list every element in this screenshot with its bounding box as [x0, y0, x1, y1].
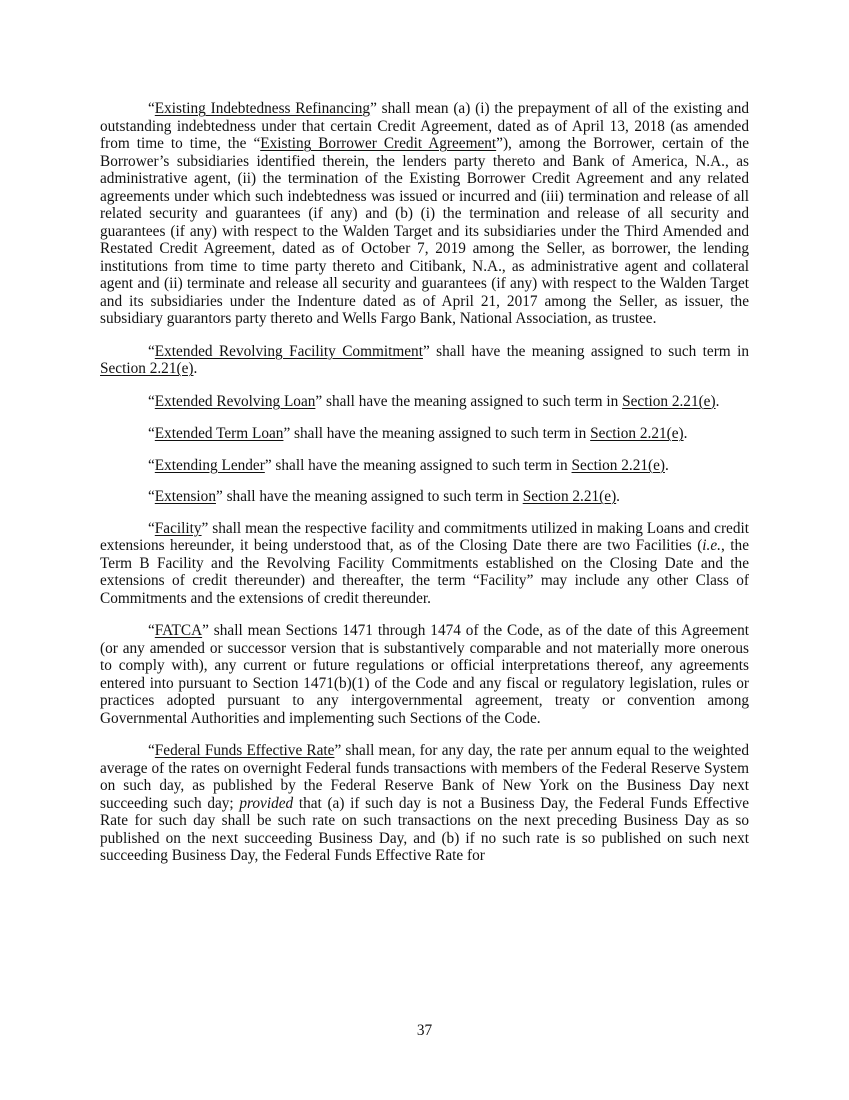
- definition-end: .: [683, 425, 688, 442]
- section-reference: Section 2.21(e): [522, 488, 617, 505]
- italic-text: provided: [239, 794, 294, 812]
- defined-term: Extended Revolving Loan: [154, 392, 316, 410]
- defined-term: Extending Lender: [154, 456, 265, 474]
- definition-existing-indebtedness-refinancing: “Existing Indebtedness Refinancing” shall mean (a) (i) the prepayment of all of the existing and outstanding indebtedness under that certain Credit Agreement, dated as of April 13, 2018 (as amended from time to time, the “Existing Borrower Credit Agreement”), among the Borrower, certain of the Borrower’s subsidiaries identified therein, the lenders party thereto and Bank of America, N.A., as administrative agent, (ii) the termination of the Existing Borrower Credit Agreement and any related agreements under which such indebtedness was issued or incurred and (iii) termination and release of all related security and guarantees (if any) and (b) (i) the termination and release of all security and guarantees (if any) with respect to the Walden Target and its subsidiaries under the Third Amended and Restated Credit Agreement, dated as of October 7, 2019 among the Seller, as borrower, the lending institutions from time to time party thereto and Citibank, N.A., as administrative agent and collateral agent and (ii) terminate and release all security and guarantees (if any) with respect to the Walden Target and its subsidiaries under the Indenture dated as of April 21, 2017 among the Seller, as issuer, the subsidiary guarantors party thereto and Wells Fargo Bank, National Association, as trustee.: [100, 100, 749, 327]
- definition-text: ” shall mean the respective facility and commitments utilized in making Loans and credit extensions hereunder, it being understood that, as of the Closing Date there are two Facilities (: [100, 519, 749, 554]
- defined-term: Facility: [154, 519, 202, 537]
- definition-extended-term-loan: “Extended Term Loan” shall have the meaning assigned to such term in Section 2.21(e).: [148, 425, 688, 442]
- definition-extending-lender: “Extending Lender” shall have the meaning assigned to such term in Section 2.21(e).: [148, 456, 669, 474]
- definition-extended-revolving-facility-commitment: “Extended Revolving Facility Commitment” shall have the meaning assigned to such term in Section 2.21(e).: [100, 342, 749, 377]
- definition-text: ” shall mean (a) (i) the prepayment of all of the existing and outstanding indebtedness under that certain Credit Agreement, dated as of April 13, 2018 (as amended from time to time, the “: [100, 100, 749, 152]
- section-reference: Section 2.21(e): [100, 360, 194, 377]
- definition-text: that (a) if such day is not a Business Day, the Federal Funds Effective Rate for such day shall be such rate on such transactions on the next preceding Business Day as so published on the next succeeding Business Day, and (b) if no such rate is so published on such next succeeding Business Day, the Federal Funds Effective Rate for: [100, 794, 749, 864]
- definition-text: ” shall mean, for any day, the rate per annum equal to the weighted average of the rates on overnight Federal funds transactions with members of the Federal Reserve System on such day, as published by the Federal Reserve Bank of New York on the Business Day next succeeding such day;: [100, 742, 749, 812]
- page-number: 37: [416, 1022, 433, 1039]
- definition-extended-revolving-loan: “Extended Revolving Loan” shall have the meaning assigned to such term in Section 2.21(e).: [148, 392, 720, 410]
- defined-term: Existing Borrower Credit Agreement: [260, 135, 497, 152]
- italic-text: i.e.: [702, 537, 721, 554]
- defined-term: Federal Funds Effective Rate: [154, 742, 335, 759]
- defined-term: Extended Revolving Facility Commitment: [154, 342, 423, 360]
- definition-text: ” shall mean Sections 1471 through 1474 of the Code, as of the date of this Agreement (or any amended or successor version that is substantively comparable and not materially more onerous to comply with), any current or future regulations or official interpretations thereof, any agreements entered into pursuant to Section 1471(b)(1) of the Code and any fiscal or regulatory legislation, rules or practices adopted pursuant to any intergovernmental agreement, treaty or convention among Governmental Authorities and implementing such Sections of the Code.: [100, 622, 749, 727]
- defined-term: Existing Indebtedness Refinancing: [154, 100, 371, 117]
- definition-end: .: [665, 456, 669, 474]
- defined-term: Extension: [154, 488, 216, 505]
- document-page: [100, 100, 749, 880]
- definition-text: ” shall have the meaning assigned to such term in: [422, 342, 749, 360]
- section-reference: Section 2.21(e): [622, 392, 716, 410]
- definition-text: ” shall have the meaning assigned to such term in: [215, 488, 523, 505]
- definition-federal-funds-effective-rate: “Federal Funds Effective Rate” shall mean, for any day, the rate per annum equal to the weighted average of the rates on overnight Federal funds transactions with members of the Federal Reserve System on such day, as published by the Federal Reserve Bank of New York on the Business Day next succeeding such day; provided that (a) if such day is not a Business Day, the Federal Funds Effective Rate for such day shall be such rate on such transactions on the next preceding Business Day as so published on the next succeeding Business Day, and (b) if no such rate is so published on such next succeeding Business Day, the Federal Funds Effective Rate for: [100, 742, 749, 864]
- section-reference: Section 2.21(e): [590, 425, 684, 442]
- definition-text: ” shall have the meaning assigned to such term in: [283, 425, 591, 442]
- definition-text: , the Term B Facility and the Revolving Facility Commitments established on the Closing Date and the extensions of credit thereunder) and thereafter, the term “Facility” may include any other Class of Commitments and the extensions of credit thereunder.: [100, 537, 749, 607]
- definition-facility: “Facility” shall mean the respective facility and commitments utilized in making Loans and credit extensions hereunder, it being understood that, as of the Closing Date there are two Facilities (i.e., the Term B Facility and the Revolving Facility Commitments established on the Closing Date and the extensions of credit thereunder) and thereafter, the term “Facility” may include any other Class of Commitments and the extensions of credit thereunder.: [100, 519, 749, 607]
- definition-end: .: [715, 392, 720, 410]
- defined-term: Extended Term Loan: [154, 425, 284, 442]
- section-reference: Section 2.21(e): [571, 456, 665, 474]
- definition-text: ” shall have the meaning assigned to such term in: [315, 392, 623, 410]
- definition-text: ” shall have the meaning assigned to such term in: [264, 456, 572, 474]
- definition-fatca: “FATCA” shall mean Sections 1471 through 1474 of the Code, as of the date of this Agreement (or any amended or successor version that is substantively comparable and not materially more onerous to comply with), any current or future regulations or official interpretations thereof, any agreements entered into pursuant to Section 1471(b)(1) of the Code and any fiscal or regulatory legislation, rules or practices adopted pursuant to any intergovernmental agreement, treaty or convention among Governmental Authorities and implementing such Sections of the Code.: [100, 622, 749, 727]
- definition-end: .: [193, 360, 198, 377]
- definition-extension: “Extension” shall have the meaning assigned to such term in Section 2.21(e).: [148, 488, 620, 505]
- definition-text: ”), among the Borrower, certain of the Borrower’s subsidiaries identified therein, the lenders party thereto and Bank of America, N.A., as administrative agent, (ii) the termination of the Existing Borrower Credit Agreement and any related agreements under which such indebtedness was issued or incurred and (iii) termination and release of all related security and guarantees (if any) and (b) (i) the termination and release of all security and guarantees (if any) with respect to the Walden Target and its subsidiaries under the Third Amended and Restated Credit Agreement, dated as of October 7, 2019 among the Seller, as borrower, the lending institutions from time to time party thereto and Citibank, N.A., as administrative agent and collateral agent and (ii) terminate and release all security and guarantees (if any) with respect to the Walden Target and its subsidiaries under the Indenture dated as of April 21, 2017 among the Seller, as issuer, the subsidiary guarantors party thereto and Wells Fargo Bank, National Association, as trustee.: [100, 135, 749, 327]
- defined-term: FATCA: [154, 622, 203, 639]
- definition-end: .: [616, 488, 620, 505]
